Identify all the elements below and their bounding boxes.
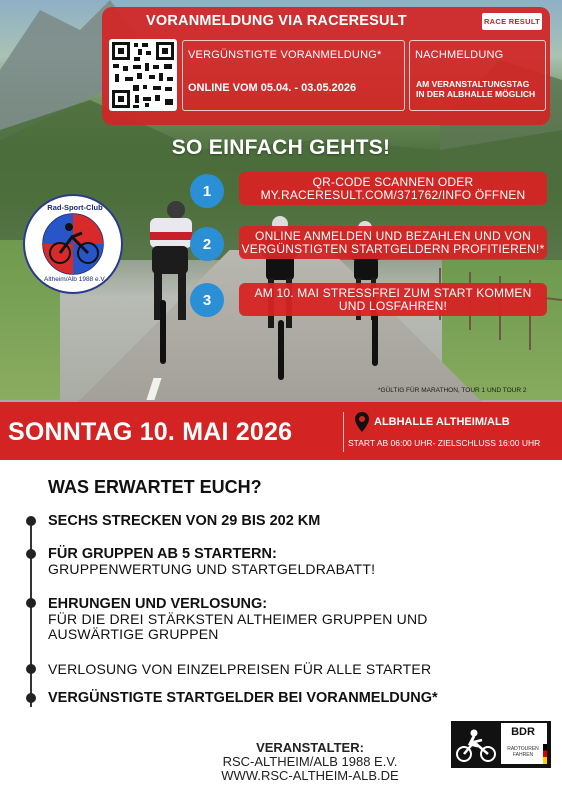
step-1-line2: MY.RACERESULT.COM/371762/INFO ÖFFNEN (260, 187, 526, 202)
organizer-name: RSC-ALTHEIM/ALB 1988 E.V. (222, 754, 398, 769)
expect-item-4 (48, 662, 431, 677)
step-1-number: 1 (190, 174, 224, 208)
bdr-sub1: RADTOUREN (507, 746, 539, 752)
late-registration-line2: IN DER ALBHALLE MÖGLICH (416, 89, 536, 99)
banner-divider (343, 412, 344, 452)
howto-title: SO EINFACH GEHTS! (171, 136, 391, 159)
step-2-line2: VERGÜNSTIGTEN STARTGELDERN PROFITIEREN!* (241, 241, 545, 256)
expect-item-1-title: SECHS STRECKEN VON 29 BIS 202 KM (48, 513, 321, 529)
organizer-block (200, 741, 420, 783)
step-2-number: 2 (190, 227, 224, 261)
expect-item-2 (48, 547, 375, 577)
step-3-number: 3 (190, 283, 224, 317)
registration-title: VORANMELDUNG VIA RACERESULT (146, 13, 407, 29)
howto-footnote: *GÜLTIG FÜR MARATHON, TOUR 1 UND TOUR 2 (378, 387, 527, 394)
german-flag-stripe (543, 744, 547, 764)
location-pin-icon (355, 412, 369, 432)
qr-code-icon[interactable] (109, 39, 177, 111)
club-logo-top-text: Rad-Sport-Club (47, 203, 103, 212)
step-3-line2: UND LOSFAHREN! (338, 298, 448, 313)
expect-item-5 (48, 691, 438, 706)
step-1-box (239, 172, 547, 205)
step-2-box (239, 226, 547, 259)
expect-item-3-title: EHRUNGEN UND VERLOSUNG: (48, 596, 268, 612)
preregistration-box (182, 40, 405, 111)
expect-item-2-title: FÜR GRUPPEN AB 5 STARTERN: (48, 546, 277, 562)
step-2-line1: ONLINE ANMELDEN UND BEZAHLEN UND VON (255, 228, 531, 243)
event-date: SONNTAG 10. MAI 2026 (8, 418, 293, 446)
expect-bullet-1 (26, 516, 36, 526)
expect-item-3 (48, 597, 428, 642)
expect-bullet-2 (26, 549, 36, 559)
cyclist-1 (150, 201, 192, 364)
preregistration-label: VERGÜNSTIGTE VORANMELDUNG* (188, 49, 382, 61)
expect-item-3-sub1: FÜR DIE DREI STÄRKSTEN ALTHEIMER GRUPPEN UND (48, 611, 428, 627)
raceresult-logo: RACE RESULT (482, 13, 542, 30)
bdr-subtitle (504, 746, 542, 758)
bdr-sub2: FAHREN (512, 752, 534, 758)
expect-bullet-3 (26, 598, 36, 608)
organizer-website[interactable]: WWW.RSC-ALTHEIM-ALB.DE (221, 768, 399, 783)
cyclist-icon (452, 722, 500, 765)
expect-bullet-5 (26, 693, 36, 703)
step-3-box (239, 283, 547, 316)
organizer-heading: VERANSTALTER: (256, 740, 364, 755)
expect-item-1 (48, 514, 320, 529)
bdr-title: BDR (511, 726, 535, 738)
expect-bullet-4 (26, 664, 36, 674)
step-3-line1: AM 10. MAI STRESSFREI ZUM START KOMMEN (254, 285, 532, 300)
event-times: START AB 06:00 UHR- ZIELSCHLUSS 16:00 UHR (348, 438, 541, 448)
club-logo-bottom-text: Altheim/Alb 1988 e.V. (44, 276, 106, 283)
event-venue: ALBHALLE ALTHEIM/ALB (374, 416, 510, 428)
preregistration-period: ONLINE VOM 05.04. - 03.05.2026 (188, 82, 357, 94)
late-registration-label: NACHMELDUNG (415, 49, 504, 61)
late-registration-box (409, 40, 546, 111)
expect-title: WAS ERWARTET EUCH? (48, 477, 262, 497)
expect-item-3-sub2: AUSWÄRTIGE GRUPPEN (48, 626, 219, 642)
late-registration-info (416, 79, 535, 99)
expect-item-4-sub: VERLOSUNG VON EINZELPREISEN FÜR ALLE STARTER (48, 661, 432, 677)
step-1-line1: QR-CODE SCANNEN ODER (312, 174, 474, 189)
late-registration-line1: AM VERANSTALTUNGSTAG (416, 79, 530, 89)
expect-item-2-sub: GRUPPENWERTUNG UND STARTGELDRABATT! (48, 561, 376, 577)
expect-item-5-title: VERGÜNSTIGTE STARTGELDER BEI VORANMELDUNG* (48, 690, 438, 706)
bdr-logo (451, 721, 551, 768)
